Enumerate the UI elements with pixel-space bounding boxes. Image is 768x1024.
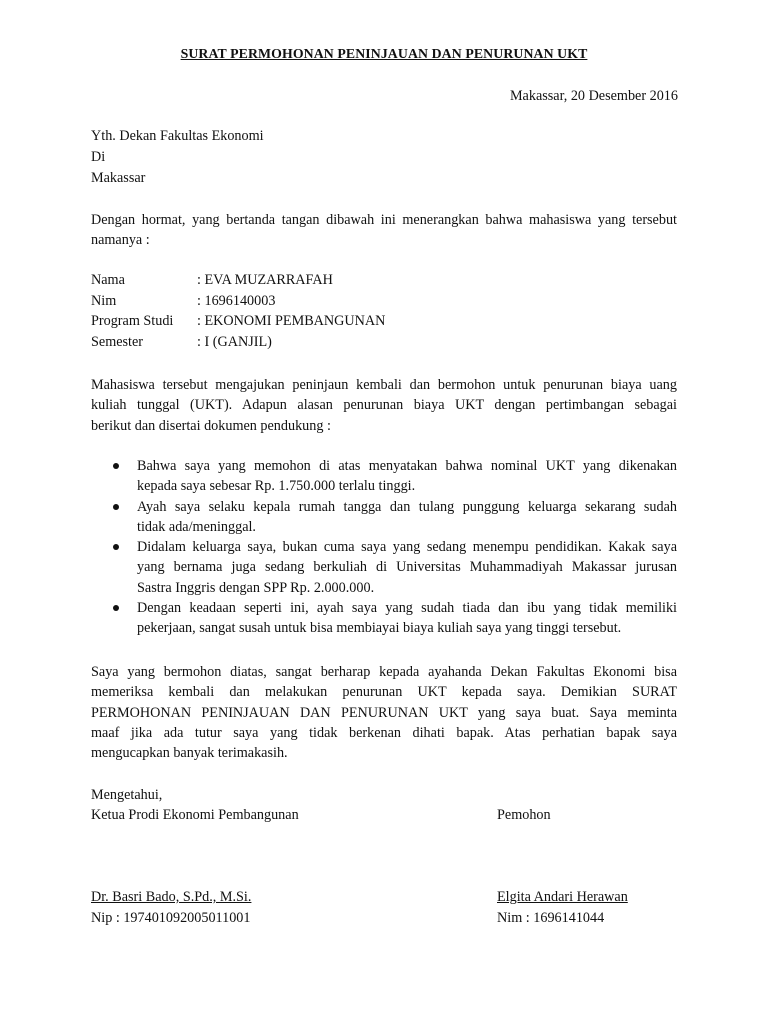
- nim-label: Nim: [91, 293, 117, 309]
- reason-item: [91, 497, 677, 538]
- intro-paragraph: [91, 210, 677, 251]
- right-signer-title: Pemohon: [497, 807, 551, 823]
- reason-item: [91, 537, 677, 598]
- letter-title: SURAT PERMOHONAN PENINJAUAN DAN PENURUNAN UKT: [180, 46, 588, 61]
- reason-line: pekerjaan, sangat susah untuk bisa membiayai biaya kuliah saya yang tinggi tersebut.: [137, 620, 622, 637]
- left-signer-title: Ketua Prodi Ekonomi Pembangunan: [91, 807, 299, 823]
- letter-date: Makassar, 20 Desember 2016: [509, 88, 678, 104]
- bullet-icon: [113, 504, 119, 510]
- reason-item: [91, 456, 677, 497]
- reason-intro-paragraph: [91, 375, 677, 436]
- intro-line: Dengan hormat, yang bertanda tangan dibawah ini menerangkan bahwa mahasiswa yang tersebut: [91, 212, 677, 228]
- reason-line: Dengan keadaan seperti ini, ayah saya yang sudah tiada dan ibu yang tidak memiliki: [137, 600, 677, 617]
- reason-intro-line: berikut dan disertai dokumen pendukung :: [91, 417, 331, 434]
- reason-line: tidak ada/meninggal.: [137, 518, 256, 535]
- closing-paragraph: [91, 662, 677, 763]
- left-signer-name: Dr. Basri Bado, S.Pd., M.Si.: [91, 889, 252, 905]
- prodi-value: : EKONOMI PEMBANGUNAN: [197, 313, 386, 329]
- closing-line: memeriksa kembali dan melakukan penurunan UKT kepada saya. Demikian SURAT: [91, 684, 677, 701]
- right-signer-id: Nim : 1696141044: [497, 910, 605, 926]
- reason-line: Ayah saya selaku kepala rumah tangga dan tulang punggung keluarga sekarang sudah: [137, 498, 677, 515]
- reason-item: [91, 598, 677, 639]
- semester-value: : I (GANJIL): [197, 334, 272, 350]
- bullet-icon: [113, 544, 119, 550]
- nim-value: : 1696140003: [197, 293, 276, 309]
- bullet-icon: [113, 605, 119, 611]
- prodi-label: Program Studi: [91, 313, 174, 329]
- reason-intro-line: kuliah tunggal (UKT). Adapun alasan penurunan biaya UKT dengan pertimbangan sebagai: [91, 397, 677, 414]
- reason-line: Sastra Inggris dengan SPP Rp. 2.000.000.: [137, 579, 375, 596]
- recipient-city: Makassar: [91, 170, 146, 186]
- semester-label: Semester: [91, 334, 144, 350]
- reason-line: Didalam keluarga saya, bukan cuma saya yang sedang menempu pendidikan. Kakak saya: [137, 539, 677, 556]
- reason-intro-line: Mahasiswa tersebut mengajukan peninjaun kembali dan bermohon untuk penurunan biaya uang: [91, 377, 677, 393]
- reason-line: yang bernama juga sedang berkuliah di Universitas Muhammadiyah Makassar jurusan: [137, 559, 677, 576]
- name-value: : EVA MUZARRAFAH: [197, 272, 333, 288]
- intro-line: namanya :: [91, 232, 150, 249]
- right-signer-name: Elgita Andari Herawan: [497, 889, 628, 905]
- bullet-icon: [113, 463, 119, 469]
- closing-line: Saya yang bermohon diatas, sangat berharap kepada ayahanda Dekan Fakultas Ekonomi bisa: [91, 664, 677, 680]
- recipient-di: Di: [91, 149, 106, 165]
- closing-line: maaf jika ada tutur saya yang tidak berkenan dihati bapak. Atas perhatian bapak saya: [91, 724, 677, 741]
- name-label: Nama: [91, 272, 125, 288]
- reason-line: Bahwa saya yang memohon di atas menyatakan bahwa nominal UKT yang dikenakan: [137, 458, 677, 474]
- recipient-line: Yth. Dekan Fakultas Ekonomi: [91, 128, 264, 144]
- acknowledged-label: Mengetahui,: [91, 787, 163, 803]
- reasons-list: [91, 456, 677, 639]
- closing-line: PERMOHONAN PENINJAUAN DAN PENURUNAN UKT yang saya buat. Saya meminta: [91, 704, 677, 721]
- left-signer-id: Nip : 197401092005011001: [91, 910, 251, 926]
- reason-line: kepada saya sebesar Rp. 1.750.000 terlalu tinggi.: [137, 478, 416, 495]
- closing-line: mengucapkan banyak terimakasih.: [91, 745, 288, 762]
